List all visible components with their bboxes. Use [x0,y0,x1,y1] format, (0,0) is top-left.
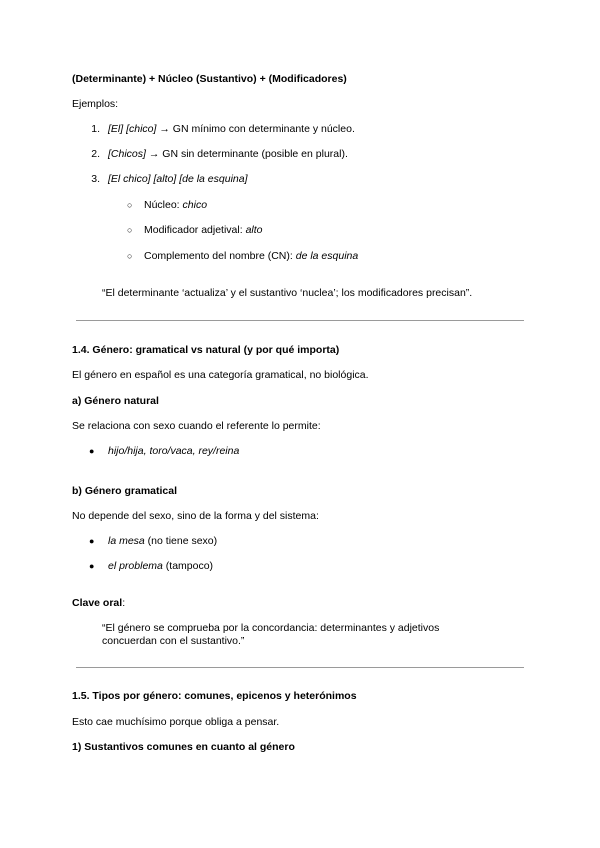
quote-block: “El determinante ‘actualiza’ y el sustantivo ‘nuclea’; los modificadores precisan”. [102,287,473,299]
sub-item-label: Complemento del nombre (CN): [144,250,296,262]
subheading: b) Género gramatical [72,485,178,497]
sub-item-text [144,198,207,212]
subheading: 1) Sustantivos comunes en cuanto al género [72,741,295,753]
hollow-bullet-icon: ○ [127,200,133,210]
arrow-glyph: → [159,123,170,135]
example-phrase: [El chico] [alto] [de la esquina] [108,173,248,185]
formula-line: (Determinante) + Núcleo (Sustantivo) + (Modificadores) [72,73,347,85]
examples-label: Ejemplos: [72,98,119,110]
hollow-bullet-icon: ○ [127,251,133,261]
list-number: 3. [91,173,100,185]
paragraph: Esto cae muchísimo porque obliga a pensar. [72,716,280,728]
sub-item-text [144,223,263,237]
example-text [108,147,348,161]
sub-item-label: Modificador adjetival: [144,224,246,236]
example-explanation: GN mínimo con determinante y núcleo. [172,123,355,135]
quote-block-line-2: concuerdan con el sustantivo.” [102,635,245,647]
example-text [108,122,355,136]
sub-item-label: Núcleo: [144,199,183,211]
hollow-bullet-icon: ○ [127,225,133,235]
quote-block-line-1: “El género se comprueba por la concordancia: determinantes y adjetivos [102,622,440,634]
sub-item-value: alto [245,224,263,236]
bullet-icon: ● [89,446,95,456]
horizontal-divider [76,320,524,321]
colon: : [122,597,126,609]
example-phrase: [El] [chico] [108,123,157,135]
list-number: 2. [91,148,100,160]
term-note: (tampoco) [162,560,214,572]
sub-item-text [144,249,358,263]
subheading: a) Género natural [72,395,159,407]
sub-item-value: de la esquina [295,250,359,262]
sub-item-value: chico [182,199,208,211]
example-phrase: [Chicos] [108,148,146,160]
italic-term: el problema [108,560,163,572]
bullet-icon: ● [89,561,95,571]
paragraph: No depende del sexo, sino de la forma y del sistema: [72,510,319,522]
paragraph: El género en español es una categoría gramatical, no biológica. [72,369,369,381]
section-heading: 1.4. Género: gramatical vs natural (y por qué importa) [72,344,340,356]
list-item-text [108,559,213,573]
list-item-text: hijo/hija, toro/vaca, rey/reina [108,445,240,457]
section-heading: 1.5. Tipos por género: comunes, epicenos y heterónimos [72,690,357,702]
italic-term: la mesa [108,535,145,547]
list-item-text [108,534,217,548]
clave-oral-label: Clave oral [72,597,123,609]
example-explanation: GN sin determinante (posible en plural). [162,148,348,160]
paragraph: Se relaciona con sexo cuando el referente lo permite: [72,420,321,432]
horizontal-divider [76,667,524,668]
arrow-glyph: → [148,148,160,160]
list-number: 1. [91,123,100,135]
bullet-icon: ● [89,536,95,546]
clave-oral-line [72,596,125,610]
term-note: (no tiene sexo) [144,535,218,547]
